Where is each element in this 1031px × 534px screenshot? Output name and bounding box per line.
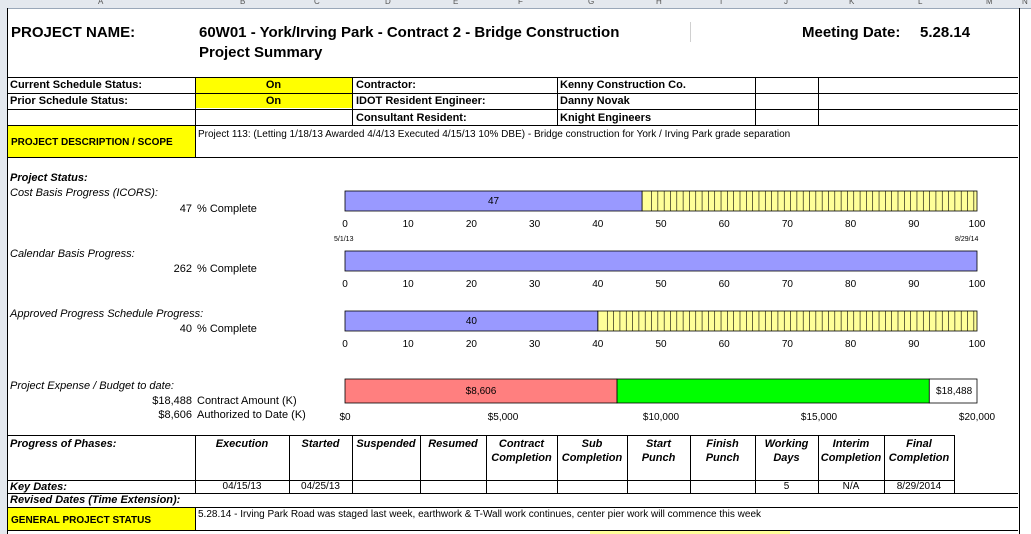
column-letter[interactable]: A bbox=[98, 0, 104, 6]
column-letter[interactable]: I bbox=[720, 0, 723, 6]
contract-amount-bar bbox=[617, 379, 929, 403]
tick-label: 0 bbox=[342, 339, 348, 350]
cost-basis-label: Cost Basis Progress (ICORS): bbox=[10, 187, 158, 199]
approved-progress-value[interactable]: 40 bbox=[179, 323, 192, 335]
phase-column-line bbox=[884, 435, 885, 493]
revised-dates-label: Revised Dates (Time Extension): bbox=[10, 494, 181, 506]
phase-column-header[interactable]: Execution bbox=[215, 438, 269, 450]
phase-column-line bbox=[289, 435, 290, 493]
approved-progress-chart[interactable] bbox=[342, 311, 986, 350]
general-bottom bbox=[7, 530, 1018, 531]
tick-label: 90 bbox=[908, 279, 920, 290]
tick-label: 80 bbox=[845, 219, 857, 230]
consultant-value[interactable]: Knight Engineers bbox=[560, 112, 652, 124]
scope-label: PROJECT DESCRIPTION / SCOPE bbox=[11, 137, 173, 148]
contractor-value[interactable]: Kenny Construction Co. bbox=[560, 79, 686, 91]
engineer-value[interactable]: Danny Novak bbox=[560, 95, 630, 107]
tick-label: 10 bbox=[402, 219, 414, 230]
contract-amount-value[interactable]: $18,488 bbox=[152, 395, 192, 407]
tick-label: 60 bbox=[718, 219, 730, 230]
phase-column-header[interactable]: Working Days bbox=[764, 438, 809, 464]
tick-label: 20 bbox=[465, 279, 477, 290]
meeting-date-value: 5.28.14 bbox=[920, 24, 971, 41]
tick-label: 70 bbox=[781, 279, 793, 290]
cost-complete-suffix: % Complete bbox=[197, 203, 257, 215]
column-letter[interactable]: B bbox=[240, 0, 246, 6]
tick-label: 100 bbox=[968, 339, 986, 350]
tick-label: 70 bbox=[781, 219, 793, 230]
tick-label: 50 bbox=[655, 339, 667, 350]
contract-amount-label: Contract Amount (K) bbox=[197, 395, 297, 407]
general-status-label: GENERAL PROJECT STATUS bbox=[11, 515, 152, 526]
progress-data-label: 40 bbox=[465, 316, 477, 327]
tick-label: 10 bbox=[402, 339, 414, 350]
start-date-label: 5/1/13 bbox=[334, 236, 354, 243]
calendar-complete-suffix: % Complete bbox=[197, 263, 257, 275]
project-name-label: PROJECT NAME: bbox=[11, 24, 136, 41]
phase-column-line bbox=[627, 435, 628, 493]
column-letter[interactable]: N bbox=[1022, 0, 1028, 6]
phase-column-line bbox=[954, 435, 955, 493]
prior-schedule-label: Prior Schedule Status: bbox=[10, 95, 128, 107]
tick-label: 60 bbox=[718, 339, 730, 350]
tick-label: 20 bbox=[465, 339, 477, 350]
tick-label: 30 bbox=[529, 219, 541, 230]
tick-label: 10 bbox=[402, 279, 414, 290]
contractor-label: Contractor: bbox=[356, 79, 416, 91]
authorized-amount-value[interactable]: $8,606 bbox=[158, 409, 192, 421]
phase-column-line bbox=[557, 435, 558, 493]
tick-label: 100 bbox=[968, 219, 986, 230]
scope-text[interactable]: Project 113: (Letting 1/18/13 Awarded 4/4/13 Executed 4/15/13 10% DBE) - Bridge construction for York / Irving Park grade separation bbox=[198, 129, 791, 140]
tick-label: 90 bbox=[908, 339, 920, 350]
key-date-cell[interactable]: 5 bbox=[783, 481, 790, 492]
column-letter[interactable]: J bbox=[784, 0, 788, 6]
tick-label: 50 bbox=[655, 279, 667, 290]
authorized-data-label: $8,606 bbox=[465, 386, 497, 397]
key-date-cell[interactable]: 04/25/13 bbox=[301, 481, 340, 492]
column-letter[interactable]: C bbox=[314, 0, 320, 6]
cost-basis-chart[interactable] bbox=[342, 191, 986, 230]
phase-column-header[interactable]: Started bbox=[301, 438, 340, 450]
engineer-label: IDOT Resident Engineer: bbox=[356, 95, 486, 107]
tick-label: 80 bbox=[845, 339, 857, 350]
key-date-cell[interactable]: 8/29/2014 bbox=[896, 481, 942, 492]
project-title: 60W01 - York/Irving Park - Contract 2 - Bridge Construction bbox=[199, 24, 620, 41]
expense-label: Project Expense / Budget to date: bbox=[10, 380, 174, 392]
general-status-text[interactable]: 5.28.14 - Irving Park Road was staged last week, earthwork & T-Wall work continues, center pier work will commence this week bbox=[198, 509, 762, 520]
tick-label: 0 bbox=[342, 219, 348, 230]
tick-label: 40 bbox=[592, 219, 604, 230]
column-letter[interactable]: L bbox=[918, 0, 923, 6]
authorized-amount-label: Authorized to Date (K) bbox=[197, 409, 306, 421]
tick-label: 100 bbox=[968, 279, 986, 290]
calendar-basis-chart[interactable] bbox=[342, 251, 986, 290]
tick-label: $10,000 bbox=[642, 412, 680, 423]
prior-schedule-value[interactable]: On bbox=[265, 95, 282, 107]
progress-bar bbox=[345, 251, 977, 271]
tick-label: 0 bbox=[342, 279, 348, 290]
expense-budget-chart[interactable] bbox=[339, 379, 995, 423]
phases-top-border bbox=[7, 435, 954, 436]
tick-label: 80 bbox=[845, 279, 857, 290]
tick-label: 90 bbox=[908, 219, 920, 230]
phase-column-header[interactable]: Contract Completion bbox=[491, 438, 552, 464]
column-letter[interactable]: E bbox=[453, 0, 459, 6]
calendar-basis-label: Calendar Basis Progress: bbox=[10, 248, 135, 260]
phases-label: Progress of Phases: bbox=[10, 438, 117, 450]
project-status-label: Project Status: bbox=[10, 172, 88, 184]
cost-basis-value[interactable]: 47 bbox=[179, 203, 192, 215]
tick-label: $5,000 bbox=[487, 412, 519, 423]
tick-label: $15,000 bbox=[800, 412, 838, 423]
end-date-label: 8/29/14 bbox=[955, 236, 979, 243]
approved-progress-label: Approved Progress Schedule Progress: bbox=[10, 308, 204, 320]
column-letter[interactable]: K bbox=[849, 0, 855, 6]
tick-label: 70 bbox=[781, 339, 793, 350]
phase-column-header[interactable]: Interim Completion bbox=[820, 438, 882, 464]
tick-label: $20,000 bbox=[958, 412, 996, 423]
tick-label: 30 bbox=[529, 339, 541, 350]
tick-label: 60 bbox=[718, 279, 730, 290]
phase-column-line bbox=[755, 435, 756, 493]
consultant-label: Consultant Resident: bbox=[356, 112, 467, 124]
project-subtitle: Project Summary bbox=[199, 44, 323, 61]
phase-column-line bbox=[486, 435, 487, 493]
approved-complete-suffix: % Complete bbox=[197, 323, 257, 335]
tick-label: $0 bbox=[339, 412, 351, 423]
key-dates-label: Key Dates: bbox=[10, 481, 67, 493]
tick-label: 40 bbox=[592, 339, 604, 350]
phase-column-header[interactable]: Sub Completion bbox=[561, 438, 623, 464]
contract-data-label: $18,488 bbox=[936, 386, 973, 397]
key-date-cell[interactable]: N/A bbox=[842, 481, 860, 492]
calendar-basis-value[interactable]: 262 bbox=[173, 263, 192, 275]
column-letter[interactable]: D bbox=[385, 0, 391, 6]
remaining-bar bbox=[598, 311, 977, 331]
phase-column-line bbox=[690, 435, 691, 493]
phase-column-header[interactable]: Finish Punch bbox=[705, 438, 740, 464]
tick-label: 20 bbox=[465, 219, 477, 230]
tick-label: 50 bbox=[655, 219, 667, 230]
phase-column-line bbox=[352, 435, 353, 493]
general-col-line bbox=[195, 507, 196, 530]
phase-column-header[interactable]: Final Completion bbox=[888, 438, 950, 464]
current-schedule-label: Current Schedule Status: bbox=[10, 79, 143, 91]
phase-column-line bbox=[195, 435, 196, 493]
meeting-date-label: Meeting Date: bbox=[802, 24, 901, 41]
progress-data-label: 47 bbox=[487, 196, 500, 207]
current-schedule-value[interactable]: On bbox=[265, 79, 282, 91]
phase-column-header[interactable]: Start Punch bbox=[641, 438, 676, 464]
phase-column-header[interactable]: Resumed bbox=[428, 438, 478, 450]
column-letter[interactable]: G bbox=[588, 0, 595, 6]
column-letter[interactable]: F bbox=[518, 0, 523, 6]
phase-column-line bbox=[818, 435, 819, 493]
key-date-cell[interactable]: 04/15/13 bbox=[222, 481, 262, 492]
column-letter[interactable]: H bbox=[656, 0, 662, 6]
tick-label: 40 bbox=[592, 279, 604, 290]
phase-column-line bbox=[420, 435, 421, 493]
tick-label: 30 bbox=[529, 279, 541, 290]
phase-column-header[interactable]: Suspended bbox=[356, 438, 416, 450]
column-letter[interactable]: M bbox=[986, 0, 993, 6]
